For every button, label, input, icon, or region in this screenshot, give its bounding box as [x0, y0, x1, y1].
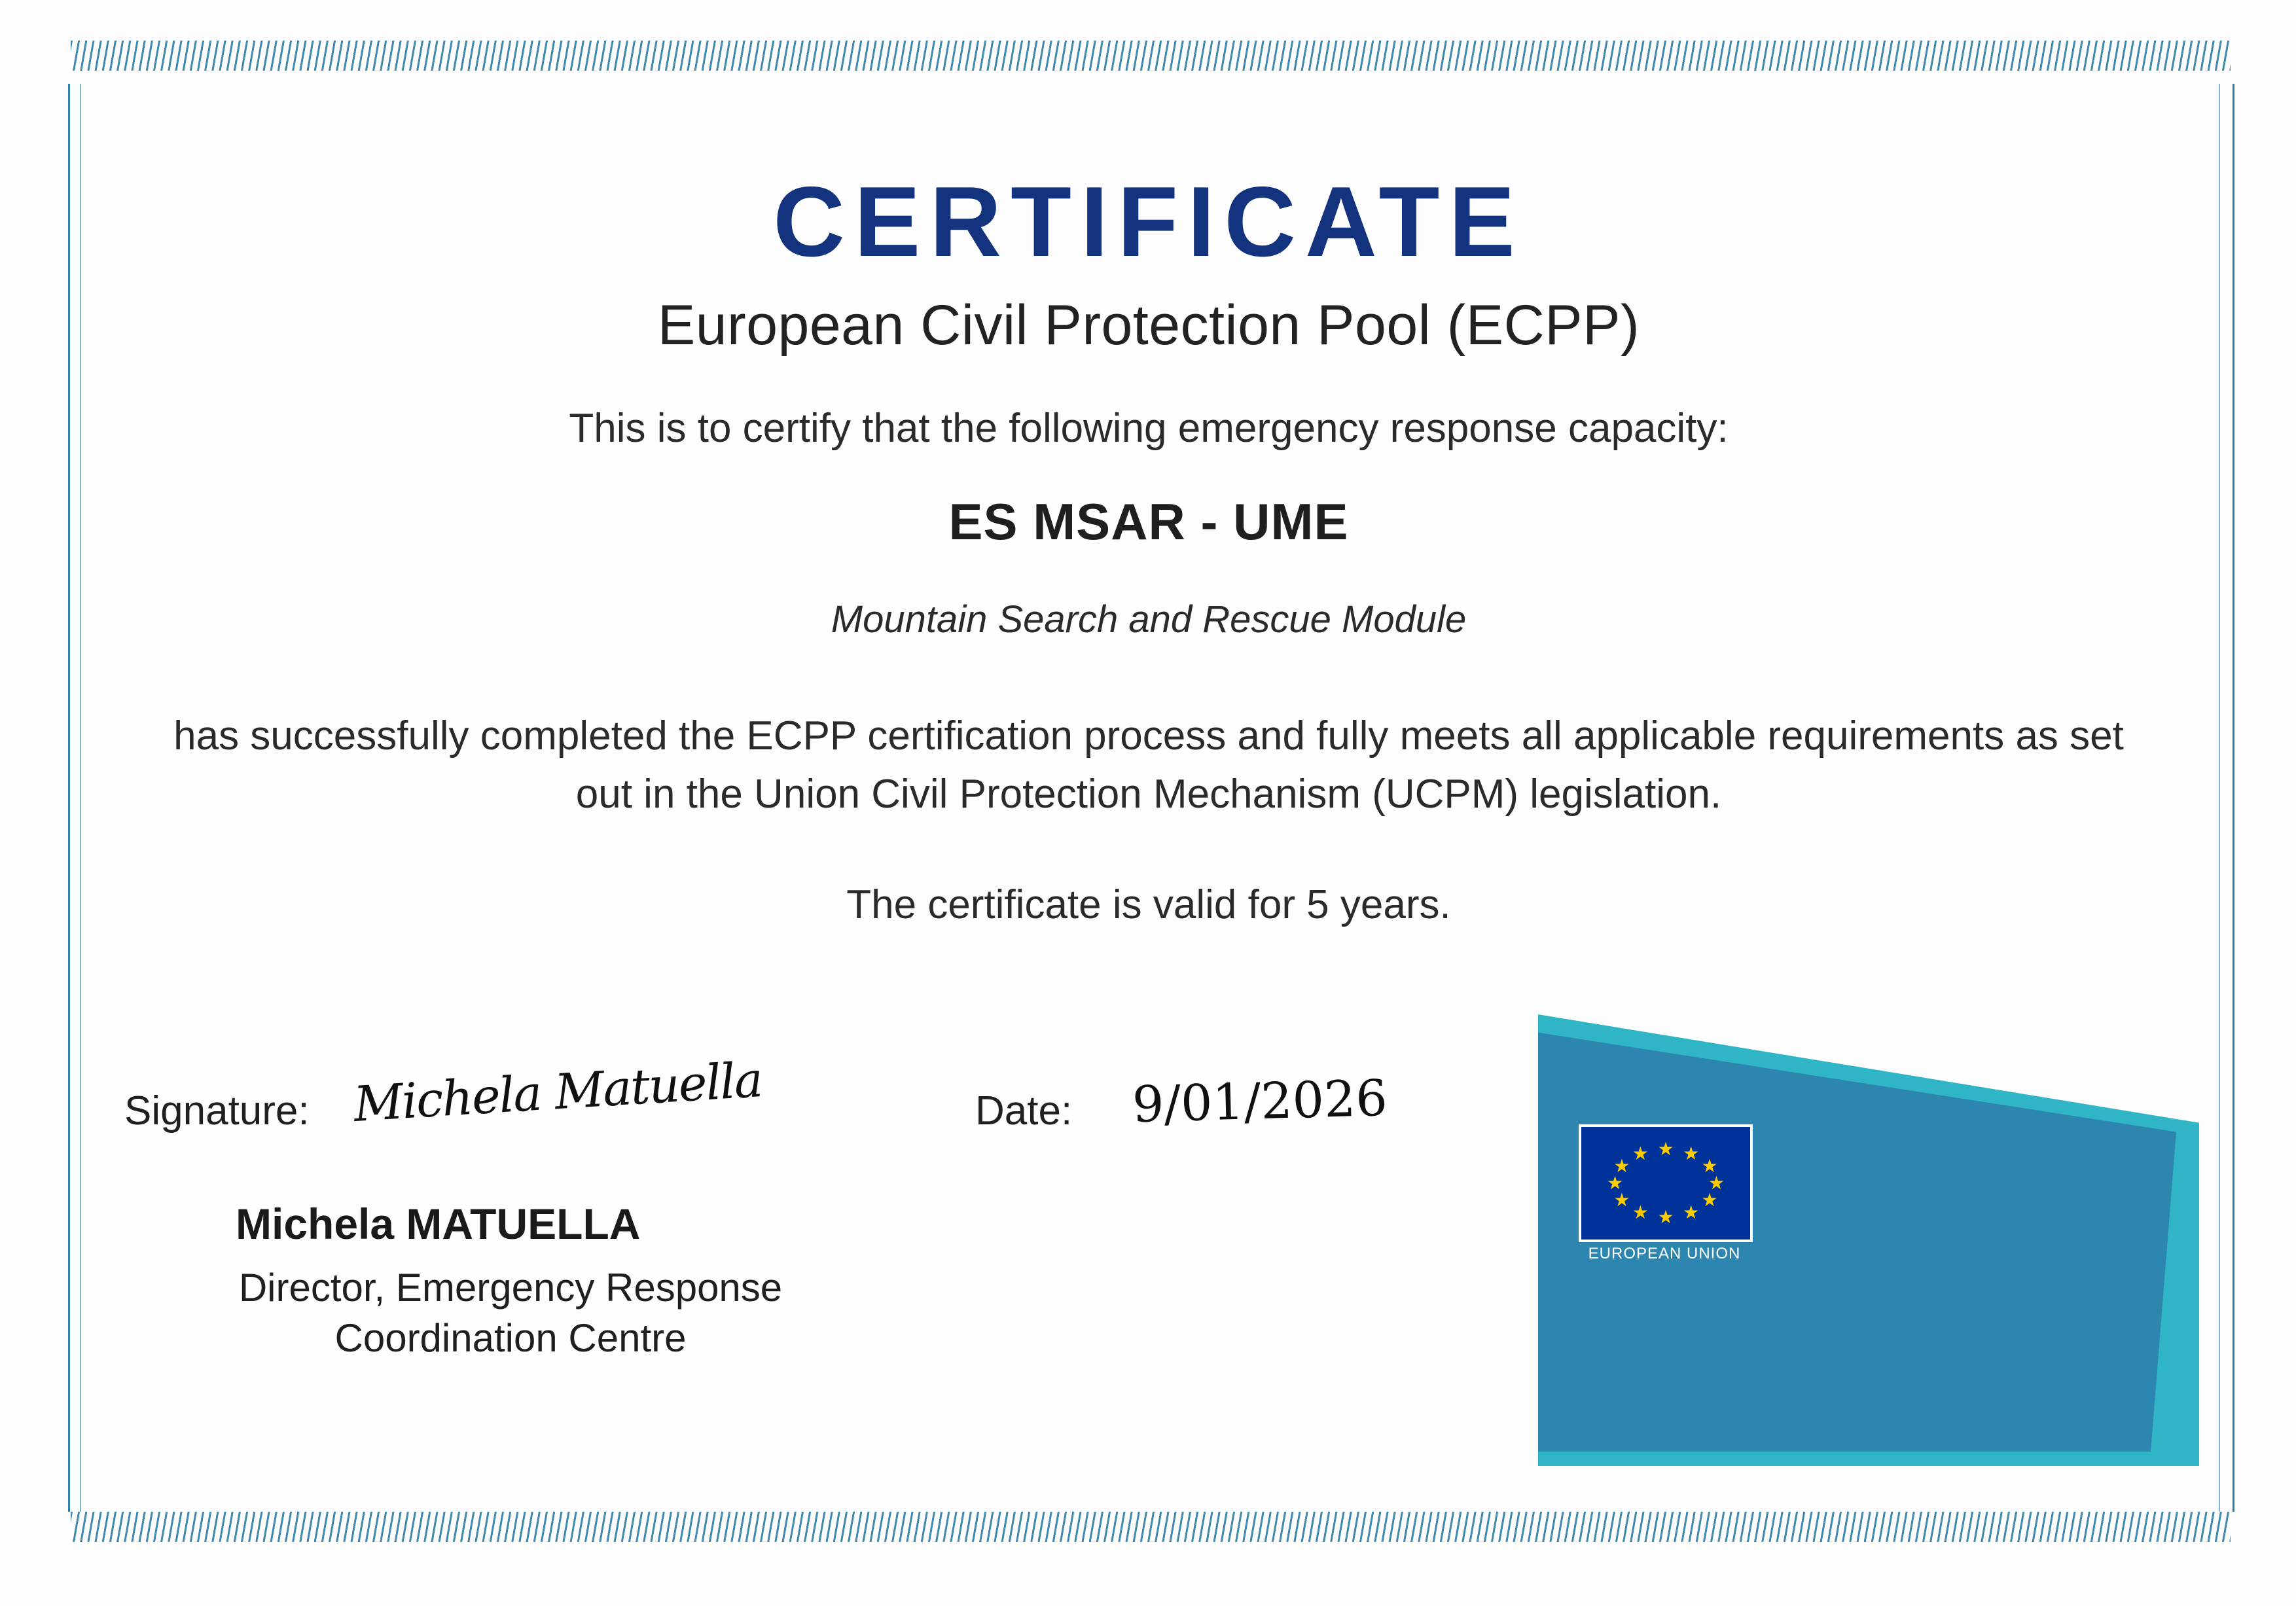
- star-icon: ★: [1657, 1206, 1674, 1227]
- validity-statement: The certificate is valid for 5 years.: [846, 882, 1451, 928]
- eu-emblem-block: [1538, 1014, 2199, 1466]
- signer-role-line1: Director, Emergency Response: [238, 1266, 783, 1310]
- star-icon: ★: [1657, 1139, 1674, 1160]
- signature-block: [124, 1052, 1499, 1364]
- date-label: Date:: [975, 1088, 1073, 1133]
- star-icon: ★: [1701, 1156, 1718, 1177]
- eu-caption: EUROPEAN UNION: [1588, 1245, 1741, 1262]
- certification-body-text: has successfully completed the ECPP certification process and fully meets all applicable requirements as set out in the Union Civil Protection Mechanism (UCPM) legislation.: [173, 713, 2124, 817]
- module-name: Mountain Search and Rescue Module: [831, 598, 1467, 641]
- signer-role: [124, 1263, 897, 1364]
- star-icon: ★: [1683, 1202, 1700, 1222]
- star-icon: ★: [1708, 1173, 1725, 1193]
- star-icon: ★: [1632, 1202, 1649, 1222]
- signature-row: [124, 1052, 1499, 1158]
- page-title: CERTIFICATE: [773, 166, 1524, 277]
- star-icon: ★: [1607, 1173, 1624, 1193]
- star-icon: ★: [1613, 1189, 1630, 1210]
- date-value: 9/01/2026: [1131, 1068, 1388, 1134]
- decorative-hatch-top: [71, 41, 2231, 71]
- signer-role-line2: Coordination Centre: [334, 1315, 687, 1360]
- star-icon: ★: [1613, 1156, 1630, 1177]
- certificate-content: [98, 98, 2199, 928]
- eu-stars: [1581, 1127, 1750, 1240]
- european-union-flag-icon: [1579, 1124, 1753, 1242]
- signature-label: Signature:: [124, 1088, 310, 1133]
- star-icon: ★: [1683, 1143, 1700, 1164]
- module-code: ES MSAR - UME: [948, 492, 1349, 550]
- decorative-hatch-bottom: [71, 1512, 2231, 1542]
- signer-name: Michela MATUELLA: [236, 1200, 641, 1248]
- certificate-subtitle: European Civil Protection Pool (ECPP): [657, 293, 1640, 357]
- star-icon: ★: [1632, 1143, 1649, 1164]
- certify-intro-text: This is to certify that the following emergency response capacity:: [569, 405, 1729, 451]
- handwritten-signature: Michela Matuella: [351, 1052, 764, 1133]
- star-icon: ★: [1701, 1189, 1718, 1210]
